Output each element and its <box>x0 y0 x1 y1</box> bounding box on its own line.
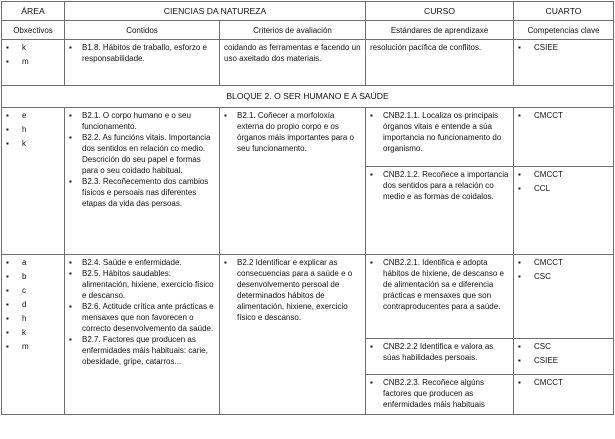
list-item: ▪ B2.7. Factores que producen as enfermidades máis habituais: carie, obesidade, gripe, catarros... <box>69 334 215 367</box>
competences-cell <box>514 40 614 86</box>
list-item: ▪ B2.1. O corpo humano e o seu funcionamento. <box>69 110 215 132</box>
list-item: ▪ B1.8. Hábitos de traballo, esforzo e responsabilidade. <box>69 42 215 64</box>
list-item: ▪ B2.3. Recoñecemento dos cambios físicos e persoais nas diferentes etapas da vida das persoas. <box>69 176 215 209</box>
header-course: CURSO <box>366 2 514 21</box>
criteria-cell <box>220 40 366 86</box>
competences-cell <box>514 108 614 167</box>
list-item: ▪ CSIEE <box>518 42 609 53</box>
criteria-cell <box>220 255 366 415</box>
objectives-cell <box>2 108 65 255</box>
list-item: ▪ m <box>6 341 60 352</box>
criteria-cell <box>220 108 366 255</box>
list-item: ▪ d <box>6 299 60 310</box>
col-contents: Contidos <box>65 21 220 40</box>
standards-cell <box>366 339 514 375</box>
table-row <box>2 40 614 86</box>
competences-cell <box>514 255 614 339</box>
contents-cell <box>65 40 220 86</box>
list-item: ▪ CSIEE <box>518 355 609 366</box>
list-item: ▪ k <box>6 42 60 53</box>
col-criteria: Criterios de avaliación <box>220 21 366 40</box>
contents-cell <box>65 255 220 415</box>
list-item: ▪ a <box>6 257 60 268</box>
list-item: ▪ h <box>6 124 60 135</box>
list-item: ▪ CMCCT <box>518 377 609 388</box>
competences-cell <box>514 167 614 255</box>
competences-cell <box>514 375 614 415</box>
header-area: ÁREA <box>2 2 65 21</box>
list-item: ▪ k <box>6 327 60 338</box>
list-item: ▪ CCL <box>518 183 609 194</box>
list-item: ▪ m <box>6 56 60 67</box>
standards-cell <box>366 255 514 339</box>
header-row-1 <box>2 2 614 21</box>
list-item: ▪ CMCCT <box>518 110 609 121</box>
block-header-row <box>2 86 614 108</box>
col-standards: Estándares de aprendizaxe <box>366 21 514 40</box>
list-item: ▪ k <box>6 138 60 149</box>
standard-text: ▪ CNB2.2.2 Identifica e valora as súas habilidades persoais. <box>370 341 509 363</box>
list-item: ▪ CMCCT <box>518 257 609 268</box>
standards-cell <box>366 40 514 86</box>
table-row <box>2 108 614 167</box>
list-item: ▪ h <box>6 313 60 324</box>
header-row-2 <box>2 21 614 40</box>
standard-text: ▪ CNB2.2.1. Identifica e adopta hábitos de hixiene, de descanso e de alimentación sa e diferencia prácticas e mensaxes que son contraproducentes para a saúde. <box>370 257 509 312</box>
list-item: ▪ CSC <box>518 341 609 352</box>
standards-cell <box>366 108 514 167</box>
contents-cell <box>65 108 220 255</box>
list-item: ▪ e <box>6 110 60 121</box>
standard-text: ▪ CNB2.1.1. Localiza os principais órganos vitais e entende a súa importancia no funcionamento do organismo. <box>370 110 509 154</box>
standards-cell <box>366 375 514 415</box>
curriculum-table <box>1 1 614 415</box>
standard-text: ▪ CNB2.2.3. Recoñece algúns factores que producen as enfermidades máis habituais <box>370 377 509 410</box>
col-objectives: Obxectivos <box>2 21 65 40</box>
standard-text: resolución pacífica de conflitos. <box>370 43 482 52</box>
criteria-text: ▪ B2.2 Identificar e explicar as consecuencias para a saúde e o desenvolvemento persoal de determinados hábitos de alimentación, hixiene, exercicio físico e descanso. <box>224 257 361 323</box>
list-item: ▪ CSC <box>518 271 609 282</box>
competences-cell <box>514 339 614 375</box>
table-row <box>2 255 614 339</box>
list-item: ▪ B2.6. Actitude crítica ante prácticas e mensaxes que non favorecen o correcto desenvolvemento da saúde. <box>69 301 215 334</box>
standard-text: ▪ CNB2.1.2. Recoñece a importancia dos sentidos para a relación co medio e as formas de coidalos. <box>370 169 509 202</box>
block-title: BLOQUE 2. O SER HUMANO E A SAÚDE <box>2 86 614 108</box>
criteria-text: ▪ B2.1. Coñecer a morfoloxía externa do propio corpo e os órganos máis importantes para o seu funcionamento. <box>224 110 361 154</box>
list-item: ▪ B2.4. Saúde e enfermidade. <box>69 257 215 268</box>
list-item: ▪ B2.2. As funcións vitais. Importancia dos sentidos en relación co medio. Descrición do seu papel e formas para o seu coidado habitual. <box>69 132 215 176</box>
col-competences: Competencias clave <box>514 21 614 40</box>
header-subject: CIENCIAS DA NATUREZA <box>65 2 366 21</box>
header-grade: CUARTO <box>514 2 614 21</box>
standards-cell <box>366 167 514 255</box>
objectives-cell <box>2 40 65 86</box>
objectives-cell <box>2 255 65 415</box>
list-item: ▪ CMCCT <box>518 169 609 180</box>
list-item: ▪ c <box>6 285 60 296</box>
list-item: ▪ b <box>6 271 60 282</box>
list-item: ▪ B2.5. Hábitos saudables: alimentación, hixiene, exercicio físico e descanso. <box>69 268 215 301</box>
criteria-text: coidando as ferramentas e facendo un uso axeitado dos materiais. <box>224 43 361 63</box>
